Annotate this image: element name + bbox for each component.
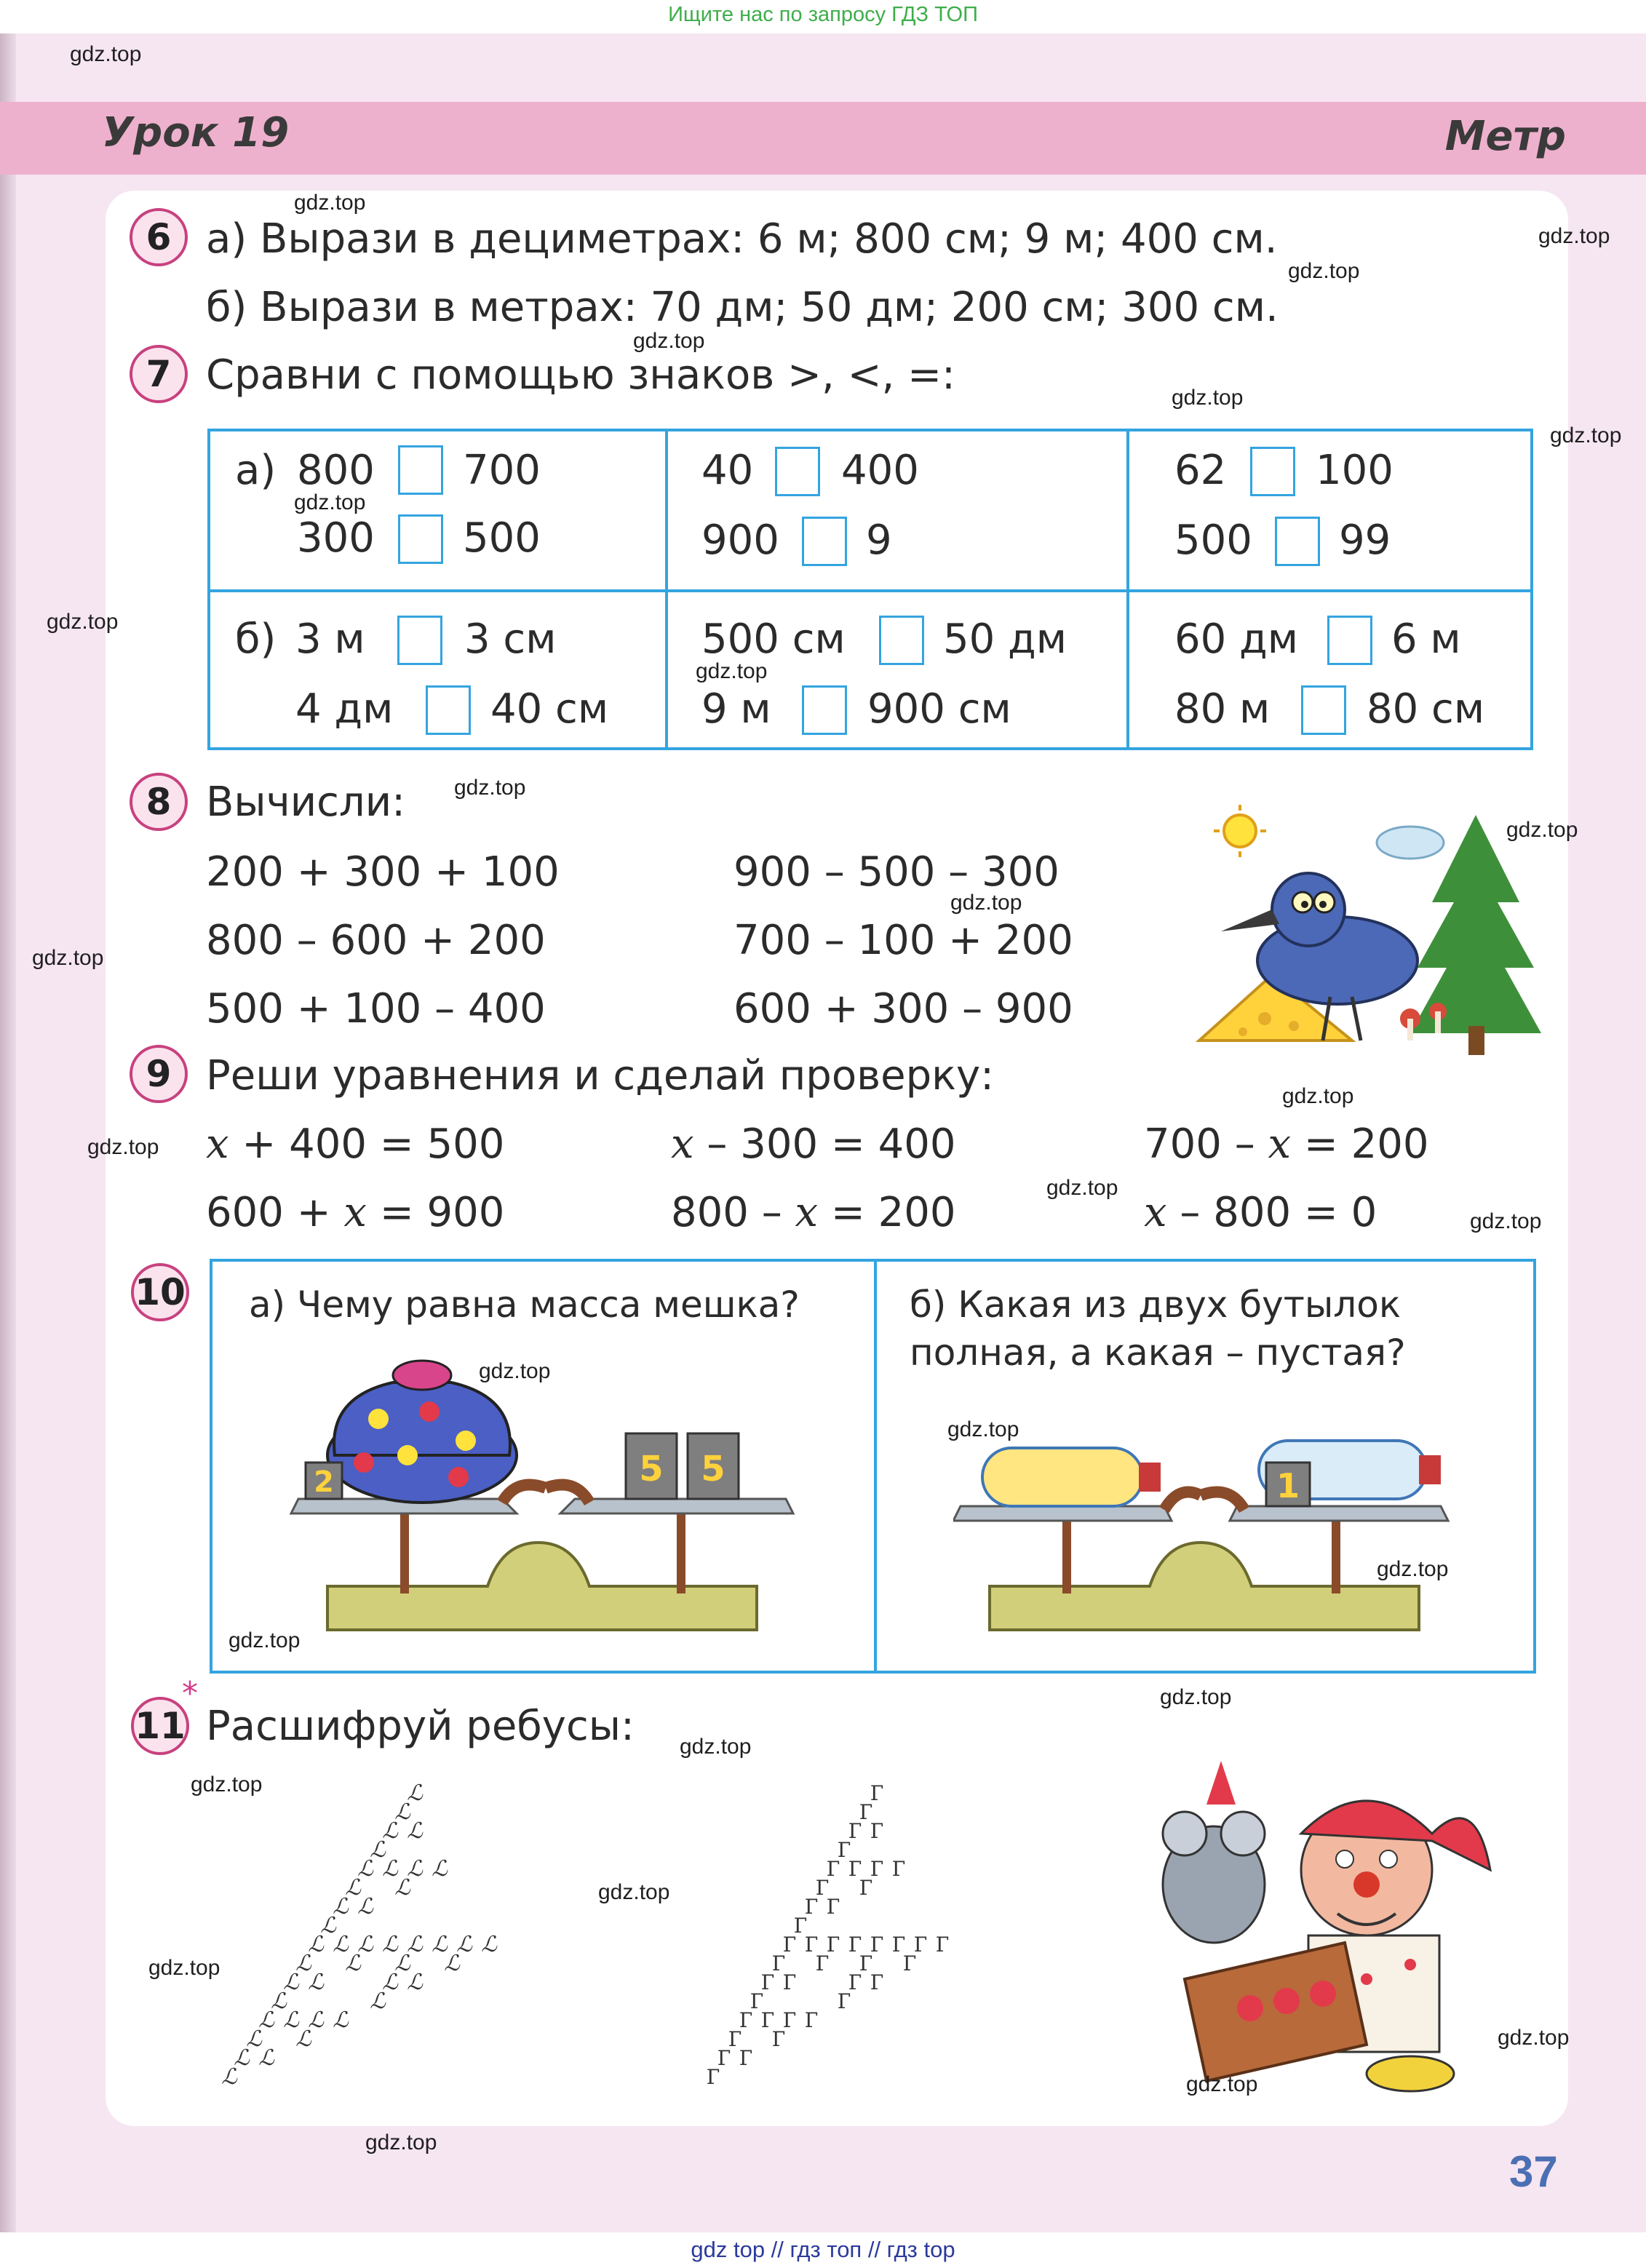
ex11-title: Расшифруй ребусы: [206, 1703, 635, 1750]
rebus-glyph: ℒ [382, 1970, 398, 1995]
rebus-glyph: ℒ [481, 1932, 497, 1957]
weight-label: 5 [701, 1449, 725, 1489]
exercise-6-badge: 6 [130, 208, 188, 266]
rebus-glyph: Г [739, 2008, 753, 2032]
variable-x: x [795, 1189, 819, 1236]
equation-rest: = 200 [1291, 1121, 1429, 1168]
rebus-glyph: ℒ [456, 1932, 472, 1957]
rebus-glyph: ℒ [320, 1913, 336, 1938]
answer-box[interactable] [398, 445, 443, 495]
clown-mouse-illustration [1148, 1761, 1527, 2096]
ex9-title: Реши уравнения и сделай проверку: [206, 1052, 994, 1099]
watermark: gdz.top [696, 659, 768, 683]
watermark: gdz.top [32, 946, 104, 970]
rebus-glyph: ℒ [283, 1970, 299, 1995]
weight-label: 2 [314, 1465, 334, 1499]
compare-left: 300 [297, 514, 375, 562]
weight-label: 5 [639, 1449, 664, 1489]
answer-box[interactable] [802, 685, 847, 735]
balance-scale-sack [284, 1353, 808, 1652]
rebus-glyph: Г [870, 1933, 884, 1957]
rebus-glyph: ℒ [432, 1856, 448, 1882]
compare-right: 3 см [464, 616, 557, 663]
compare-right: 6 м [1391, 616, 1461, 663]
compare-left: 40 [701, 447, 754, 494]
watermark: gdz.top [1046, 1176, 1118, 1200]
compare-right: 100 [1316, 447, 1393, 494]
watermark: gdz.top [148, 1956, 220, 1980]
page-number: 37 [1509, 2147, 1558, 2196]
watermark: gdz.top [1186, 2072, 1258, 2096]
rebus-glyph: ℒ [444, 1951, 460, 1976]
rebus-glyph: ℒ [407, 1818, 423, 1844]
compare-right: 9 [866, 517, 892, 564]
compare-right: 99 [1339, 517, 1391, 564]
rebus-glyph: Г [804, 1933, 819, 1957]
watermark: gdz.top [1550, 423, 1622, 447]
rebus-glyph: ℒ [370, 1837, 386, 1863]
rebus-glyph: ℒ [394, 1799, 410, 1825]
equation-rest: = 200 [818, 1189, 956, 1236]
exercise-10-badge: 10 [131, 1263, 189, 1321]
rebus-glyph: Г [793, 1914, 808, 1938]
ex10-question-a: а) Чему равна масса мешка? [249, 1284, 800, 1326]
rebus-glyph: Г [782, 1970, 797, 1994]
answer-box[interactable] [879, 616, 924, 665]
watermark: gdz.top [294, 490, 366, 514]
ex6-part-b: б) Вырази в метрах: 70 дм; 50 дм; 200 см; 300 см. [206, 284, 1279, 331]
equation-rest: 600 + [206, 1189, 344, 1236]
compare-left: 9 м [701, 685, 771, 733]
equation [671, 1189, 956, 1236]
rebus-glyph: Г [815, 1951, 830, 1975]
rebus-glyph: ℒ [407, 1932, 423, 1957]
variable-x: x [1144, 1189, 1167, 1236]
compare-right: 700 [463, 447, 541, 494]
bottom-banner-text: gdz top // гдз топ // гдз top [691, 2237, 955, 2262]
rebus-glyph: ℒ [345, 1875, 361, 1901]
equation-rest: 700 – [1144, 1121, 1268, 1168]
rebus-glyph: Г [870, 1819, 884, 1843]
rebus-glyph: Г [706, 2065, 720, 2089]
watermark: gdz.top [454, 776, 526, 800]
watermark: gdz.top [947, 1417, 1019, 1441]
rebus-glyph: Г [848, 1970, 862, 1994]
exercise-11-badge: 11 [131, 1697, 189, 1755]
rebus-glyph: Г [935, 1933, 950, 1957]
rebus-glyph: Г [804, 1895, 819, 1919]
expression: 900 – 500 – 300 [733, 848, 1059, 896]
variable-x: x [671, 1121, 694, 1168]
rebus-glyph: ℒ [382, 1932, 398, 1957]
rebus-glyph: ℒ [271, 1989, 287, 2014]
answer-box[interactable] [1327, 616, 1372, 665]
rebus-glyph: Г [859, 1800, 873, 1824]
balance-scale-bottles [953, 1426, 1463, 1652]
answer-box[interactable] [398, 514, 443, 564]
rebus-glyph: ℒ [357, 1932, 373, 1957]
rebus-glyph: Г [750, 1989, 764, 2013]
watermark: gdz.top [87, 1135, 159, 1159]
compare-left: 500 [1174, 517, 1252, 564]
expression: 500 + 100 – 400 [206, 985, 546, 1032]
topic-title: Метр [1444, 113, 1566, 160]
rebus-glyph: Г [760, 2008, 775, 2032]
rebus-glyph: ℒ [283, 2008, 299, 2033]
crow-cheese-illustration [1170, 800, 1548, 1062]
rebus-glyph: ℒ [357, 1894, 373, 1919]
rebus-glyph: ℒ [370, 1989, 386, 2014]
equation-rest: = 900 [367, 1189, 505, 1236]
ex6-part-a: а) Вырази в дециметрах: 6 м; 800 см; 9 м; 400 см. [206, 215, 1278, 263]
rebus-glyph: ℒ [407, 1856, 423, 1882]
rebus-glyph: Г [848, 1819, 862, 1843]
answer-box[interactable] [802, 517, 847, 566]
compare-left: 4 дм [295, 685, 394, 733]
rebus-glyph: Г [848, 1857, 862, 1881]
watermark: gdz.top [294, 191, 366, 215]
rebus-glyph: ℒ [333, 1932, 349, 1957]
answer-box[interactable] [426, 685, 471, 735]
compare-right: 40 см [490, 685, 609, 733]
equation [671, 1121, 956, 1168]
compare-left: 3 м [295, 616, 365, 663]
weight-label: 1 [1276, 1466, 1300, 1505]
compare-left: 500 см [701, 616, 846, 663]
rebus-glyph: Г [859, 1951, 873, 1975]
top-banner [0, 0, 1646, 33]
rebus-glyph: Г [859, 1876, 873, 1900]
rebus-glyph: Г [782, 2008, 797, 2032]
watermark: gdz.top [1506, 818, 1578, 842]
answer-box[interactable] [1275, 517, 1320, 566]
rebus-glyph: Г [804, 2008, 819, 2032]
rebus-glyph: Г [870, 1857, 884, 1881]
rebus-glyph: ℒ [308, 1932, 324, 1957]
rebus-glyph: ℒ [258, 2045, 274, 2071]
exercise-8-badge: 8 [130, 773, 188, 831]
rebus-glyph: Г [837, 1838, 851, 1862]
equation-rest: + 400 = 500 [228, 1121, 505, 1168]
watermark: gdz.top [1288, 259, 1360, 283]
rebus-glyph: ℒ [221, 2064, 237, 2090]
rebus-glyph: ℒ [295, 1951, 311, 1976]
rebus-glyph: Г [826, 1857, 840, 1881]
rebus-glyph: ℒ [258, 2008, 274, 2033]
expression: 800 – 600 + 200 [206, 917, 546, 964]
watermark: gdz.top [365, 2130, 437, 2154]
watermark: gdz.top [680, 1735, 752, 1759]
equation [1144, 1121, 1429, 1168]
rebus-glyph: Г [913, 1933, 928, 1957]
expression: 200 + 300 + 100 [206, 848, 560, 896]
rebus-glyph: ℒ [382, 1856, 398, 1882]
watermark: gdz.top [1538, 224, 1610, 248]
rebus-glyph: Г [891, 1933, 906, 1957]
compare-left: 900 [701, 517, 779, 564]
rebus-glyph: ℒ [432, 1932, 448, 1957]
watermark: gdz.top [1470, 1209, 1542, 1233]
rebus-glyph: ℒ [345, 1951, 361, 1976]
rebus-glyph: ℒ [382, 1818, 398, 1844]
compare-right: 80 см [1367, 685, 1485, 733]
lesson-title: Урок 19 [102, 109, 290, 156]
watermark: gdz.top [228, 1628, 301, 1652]
watermark: gdz.top [1160, 1685, 1232, 1709]
expression: 700 – 100 + 200 [733, 917, 1073, 964]
compare-left: 80 м [1174, 685, 1271, 733]
ex10-question-b-line2: полная, а какая – пустая? [910, 1332, 1406, 1374]
exercise-7-badge: 7 [130, 345, 188, 403]
equation [206, 1189, 504, 1236]
watermark: gdz.top [191, 1772, 263, 1797]
rebus-glyph: ℒ [246, 2026, 262, 2052]
ex10-question-b-line1: б) Какая из двух бутылок [910, 1284, 1402, 1326]
rebus-glyph: Г [870, 1781, 884, 1805]
rebus-glyph: Г [891, 1857, 906, 1881]
rebus-glyph: ℒ [394, 1875, 410, 1901]
exercise-9-badge: 9 [130, 1045, 188, 1103]
rebus-glyph: Г [826, 1933, 840, 1957]
rebus-glyph: ℒ [357, 1856, 373, 1882]
equation-rest: 800 – [671, 1189, 795, 1236]
watermark: gdz.top [70, 42, 142, 66]
variable-x: x [206, 1121, 229, 1168]
rebus-glyph: Г [739, 2046, 753, 2070]
book-spine [0, 33, 16, 2232]
watermark: gdz.top [479, 1359, 551, 1383]
answer-box[interactable] [397, 616, 442, 665]
rebus-pyramid-right [688, 1775, 1066, 2103]
answer-box[interactable] [775, 447, 820, 496]
expression: 600 + 300 – 900 [733, 985, 1073, 1032]
rebus-glyph: ℒ [234, 2045, 250, 2071]
rebus-glyph: ℒ [333, 2008, 349, 2033]
compare-right: 400 [841, 447, 919, 494]
compare-left: 62 [1174, 447, 1227, 494]
watermark: gdz.top [1498, 2026, 1570, 2050]
rebus-glyph: Г [837, 1989, 851, 2013]
answer-box[interactable] [1301, 685, 1346, 735]
equation [206, 1121, 504, 1168]
watermark: gdz.top [1377, 1557, 1449, 1581]
watermark: gdz.top [47, 610, 119, 634]
compare-right: 50 дм [943, 616, 1067, 663]
top-banner-text: Ищите нас по запросу ГДЗ ТОП [668, 3, 978, 26]
compare-right: 900 см [867, 685, 1011, 733]
rebus-glyph: ℒ [407, 1970, 423, 1995]
rebus-glyph: ℒ [308, 1970, 324, 1995]
variable-x: x [1268, 1121, 1292, 1168]
rebus-glyph: Г [728, 2027, 742, 2051]
rebus-glyph: Г [717, 2046, 731, 2070]
equation-rest: – 300 = 400 [693, 1121, 956, 1168]
watermark: gdz.top [598, 1880, 670, 1904]
table-divider [207, 589, 1533, 592]
answer-box[interactable] [1250, 447, 1295, 496]
bottom-banner [0, 2232, 1646, 2268]
rebus-glyph: Г [870, 1970, 884, 1994]
compare-right: 500 [463, 514, 541, 562]
difficulty-star: * [182, 1675, 198, 1712]
rebus-glyph: Г [826, 1895, 840, 1919]
watermark: gdz.top [1172, 386, 1244, 410]
rebus-glyph: Г [771, 1951, 786, 1975]
rebus-glyph: Г [760, 1970, 775, 1994]
ex8-title: Вычисли: [206, 779, 405, 826]
rebus-glyph: ℒ [308, 2008, 324, 2033]
rebus-glyph: Г [782, 1933, 797, 1957]
compare-left: 800 [297, 447, 375, 494]
rebus-glyph: ℒ [407, 1780, 423, 1806]
rebus-glyph: Г [902, 1951, 917, 1975]
rebus-glyph: Г [815, 1876, 830, 1900]
equation-rest: – 800 = 0 [1166, 1189, 1377, 1236]
compare-left: 60 дм [1174, 616, 1299, 663]
ex7-title: Сравни с помощью знаков >, <, =: [206, 351, 955, 399]
variable-x: x [343, 1189, 367, 1236]
rebus-glyph: ℒ [295, 2026, 311, 2052]
watermark: gdz.top [1282, 1084, 1354, 1108]
rebus-pyramid-left [204, 1775, 626, 2103]
watermark: gdz.top [950, 891, 1022, 915]
watermark: gdz.top [633, 329, 705, 353]
rebus-glyph: ℒ [394, 1951, 410, 1976]
row-label-b: б) [235, 616, 277, 663]
equation [1144, 1189, 1377, 1236]
row-label-a: а) [235, 447, 277, 494]
rebus-glyph: ℒ [333, 1894, 349, 1919]
rebus-glyph: Г [848, 1933, 862, 1957]
rebus-glyph: Г [771, 2027, 786, 2051]
